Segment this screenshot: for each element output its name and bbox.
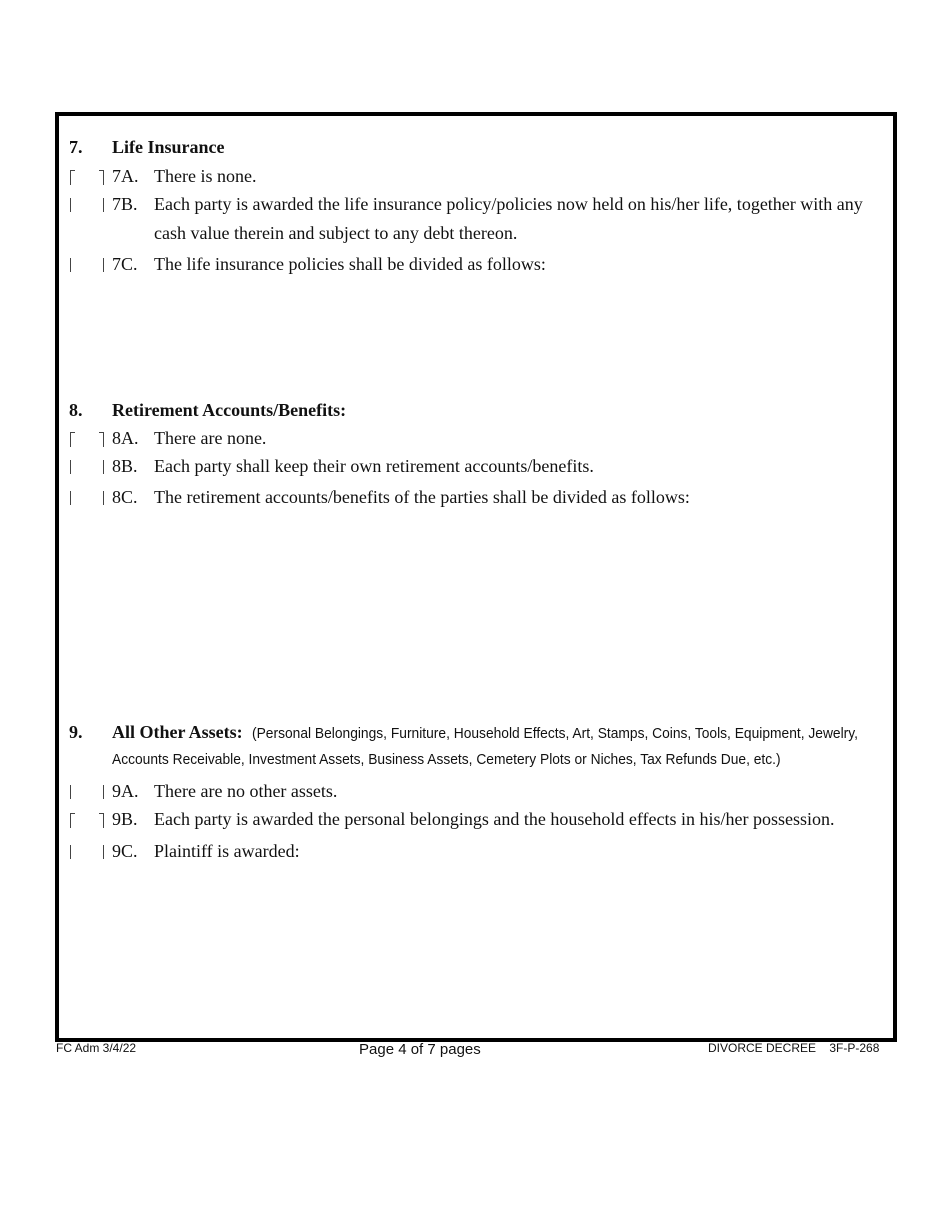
footer-form-version: FC Adm 3/4/22 (56, 1041, 137, 1055)
option-code: 9B. (112, 809, 138, 829)
option-code: 8C. (112, 487, 138, 507)
section-number: 9. (69, 722, 83, 742)
section-number: 7. (69, 137, 83, 157)
option-text: Each party shall keep their own retirement accounts/benefits. (154, 456, 594, 476)
section-title (112, 722, 910, 743)
checkbox-7b[interactable] (68, 198, 102, 214)
section-title: Retirement Accounts/Benefits: (112, 400, 347, 420)
section-title-text: All Other Assets: (112, 722, 243, 742)
section-note-line2: Accounts Receivable, Investment Assets, Business Assets, Cemetery Plots or Niches, Tax Refunds Due, etc.) (112, 751, 781, 768)
checkbox-7a[interactable] (68, 170, 102, 186)
option-text: There are no other assets. (154, 781, 338, 801)
option-text: Each party is awarded the life insurance policy/policies now held on his/her life, together with any cash value therein and subject to any debt thereon. (154, 194, 863, 243)
option-code: 8A. (112, 428, 139, 448)
section-title: Life Insurance (112, 137, 225, 157)
option-text: Plaintiff is awarded: (154, 841, 300, 861)
checkbox-9a[interactable] (68, 785, 102, 801)
option-code: 7C. (112, 254, 138, 274)
checkbox-7c[interactable] (68, 258, 102, 274)
checkbox-8b[interactable] (68, 460, 102, 476)
option-code: 7B. (112, 194, 138, 214)
checkbox-8c[interactable] (68, 491, 102, 507)
footer-form-id: DIVORCE DECREE 3F-P-268 (708, 1041, 880, 1055)
checkbox-8a[interactable] (68, 432, 102, 448)
option-text: There are none. (154, 428, 267, 448)
section-note-line1: (Personal Belongings, Furniture, Household Effects, Art, Stamps, Coins, Tools, Equipment, Jewelry, (251, 725, 858, 742)
option-text: The retirement accounts/benefits of the parties shall be divided as follows: (154, 487, 690, 507)
section-number: 8. (69, 400, 83, 420)
checkbox-9b[interactable] (68, 813, 102, 829)
checkbox-9c[interactable] (68, 845, 102, 861)
option-code: 7A. (112, 166, 139, 186)
footer-page-number: Page 4 of 7 pages (359, 1041, 481, 1058)
option-code: 9A. (112, 781, 139, 801)
option-code: 8B. (112, 456, 138, 476)
option-code: 9C. (112, 841, 138, 861)
option-text: There is none. (154, 166, 257, 186)
option-text: The life insurance policies shall be divided as follows: (154, 254, 546, 274)
option-text: Each party is awarded the personal belongings and the household effects in his/her possession. (154, 809, 835, 829)
